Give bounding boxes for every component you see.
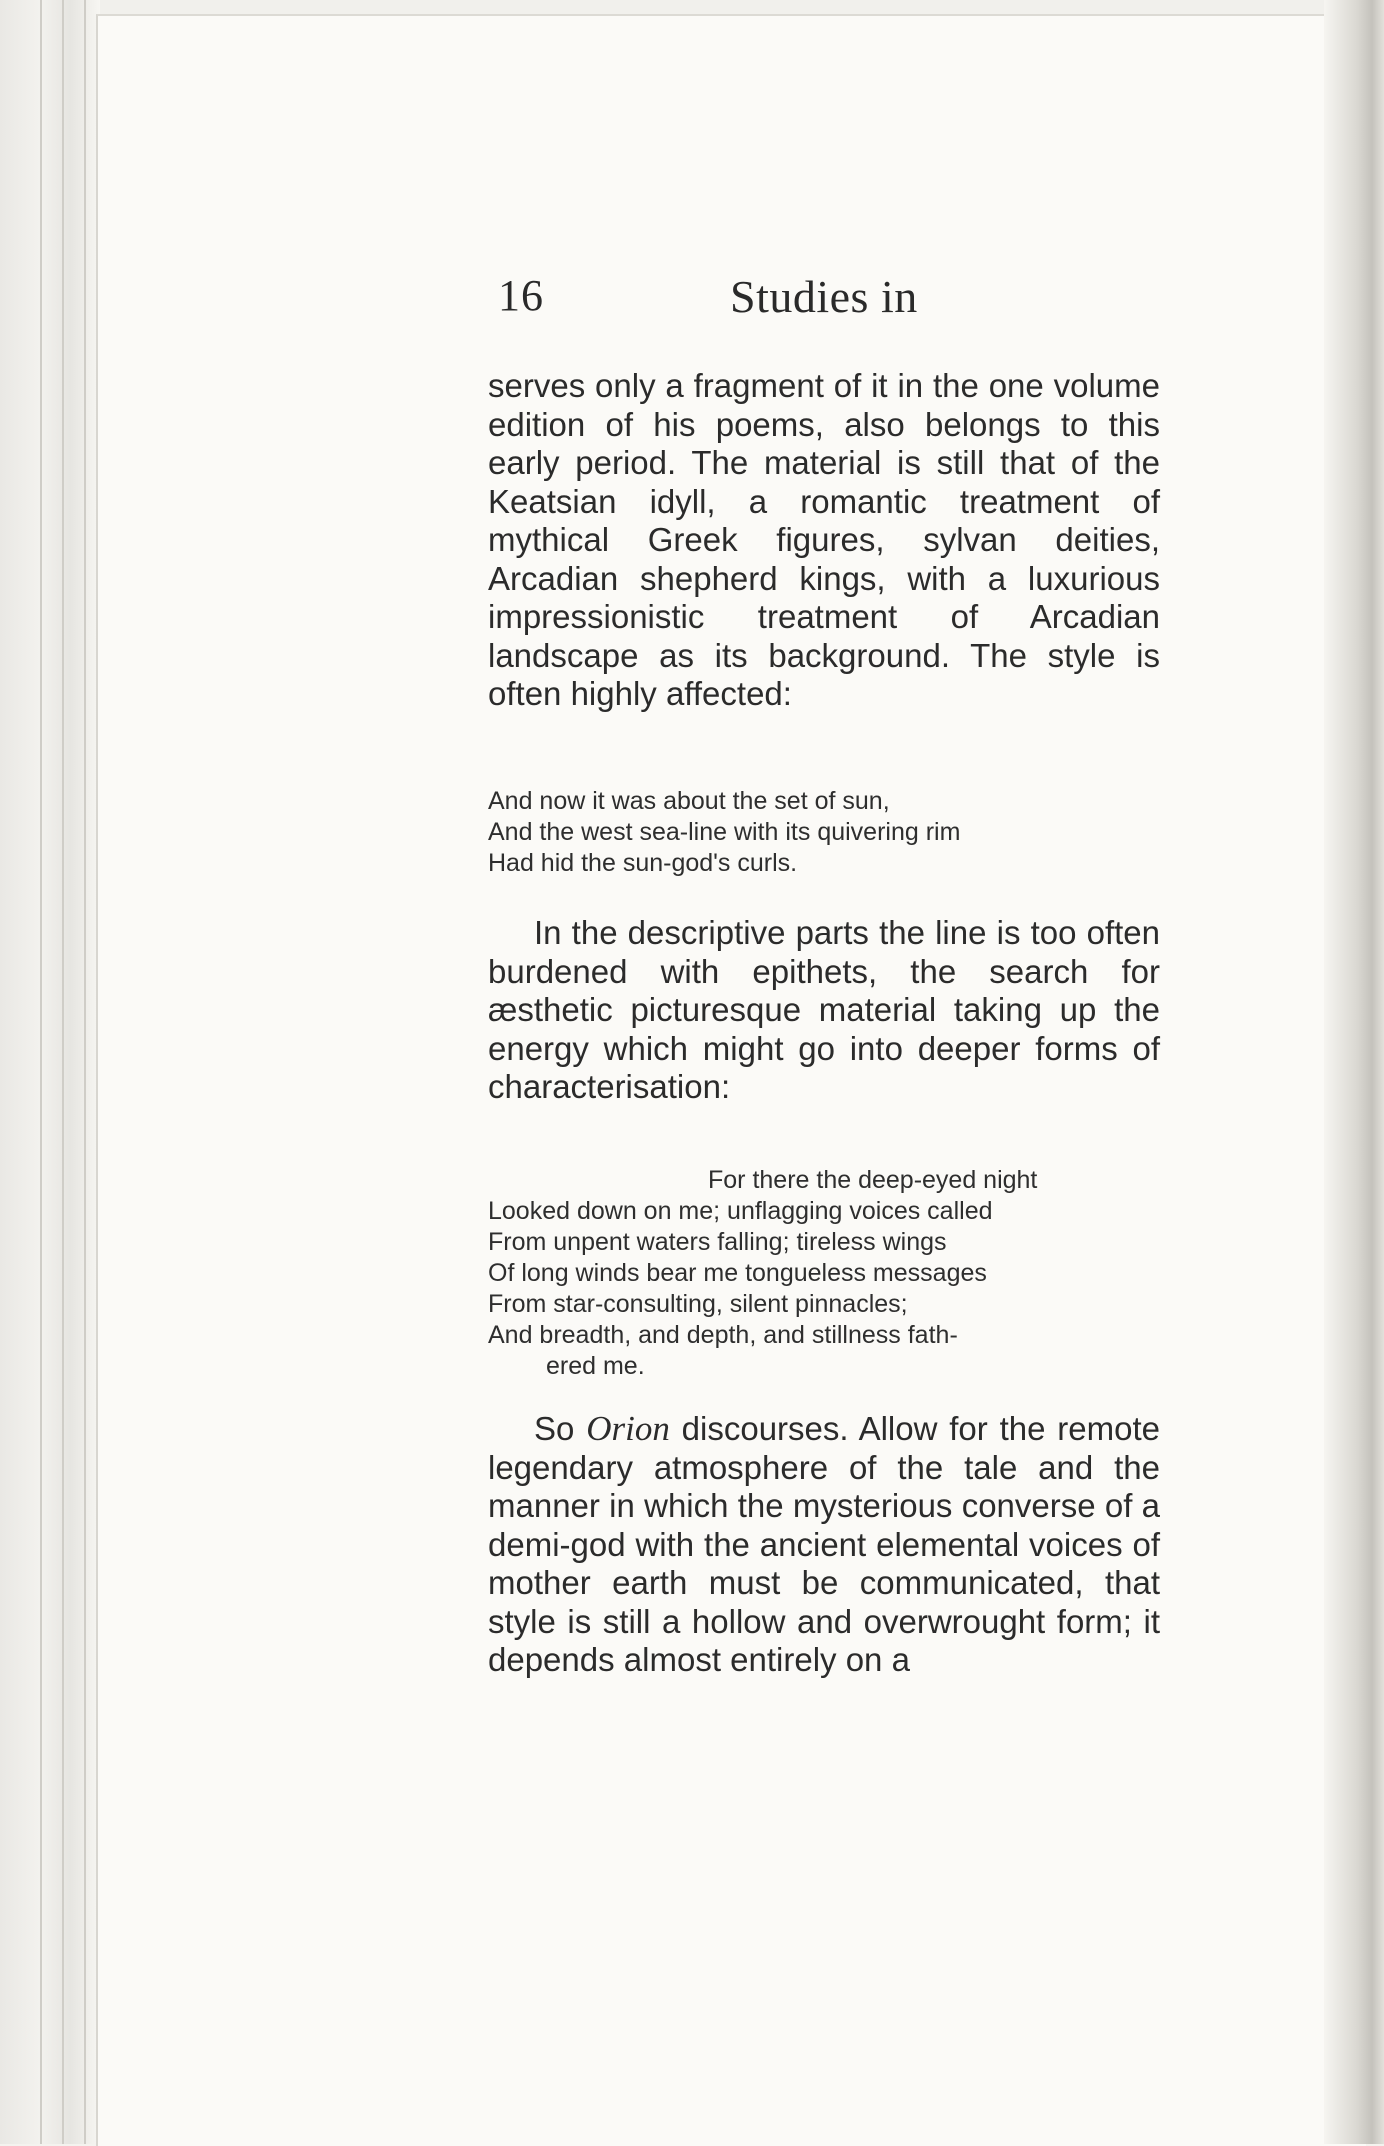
verse-line: Of long winds bear me tongueless messages <box>488 1259 987 1287</box>
verse-line: From unpent waters falling; tireless wings <box>488 1228 947 1256</box>
gutter-shadow <box>1324 0 1384 2144</box>
page-number: 16 <box>498 271 544 320</box>
verse-line: And now it was about the set of sun, <box>488 787 890 815</box>
paragraph-text: discourses. Allow for the remote legendary atmosphere of the tale and the manner in which the mysterious converse of a demi-god with the ancient elemental voices of mother earth must be communicated, that style is still a hollow and overwrought form; it depends almost entirely on a <box>488 1410 1160 1678</box>
paragraph: In the descriptive parts the line is too often burdened with epithets, the search for æsthetic picturesque material taking up the energy which might go into deeper forms of characterisation: <box>488 914 1160 1105</box>
page-edge-line <box>62 0 64 2144</box>
paragraph-lead: So <box>534 1410 587 1447</box>
verse-line: And the west sea-line with its quivering rim <box>488 818 961 846</box>
verse-line: Had hid the sun-god's curls. <box>488 849 798 877</box>
running-head: Studies in <box>730 271 918 322</box>
verse-line: And breadth, and depth, and stillness fath- <box>488 1321 958 1349</box>
verse-line: Looked down on me; unflagging voices called <box>488 1197 993 1225</box>
work-title: Orion <box>586 1409 670 1448</box>
paragraph <box>488 1410 1160 1680</box>
page-edge-line <box>84 0 86 2144</box>
verse-line: ered me. <box>546 1352 645 1380</box>
verse-line: For there the deep-eyed night <box>708 1166 1038 1194</box>
page-header <box>498 270 1198 330</box>
page-edge-line <box>40 0 42 2144</box>
verse-quotation <box>488 1165 1168 1382</box>
paragraph: serves only a fragment of it in the one volume edition of his poems, also belongs to this early period. The material is still that of the Keatsian idyll, a romantic treatment of mythical Greek figures, sylvan deities, Arcadian shepherd kings, with a luxurious impressionistic treatment of Arcadian landscape as its background. The style is often highly affected: <box>488 367 1160 712</box>
verse-line: From star-consulting, silent pinnacles; <box>488 1290 908 1318</box>
verse-quotation <box>488 786 1168 879</box>
